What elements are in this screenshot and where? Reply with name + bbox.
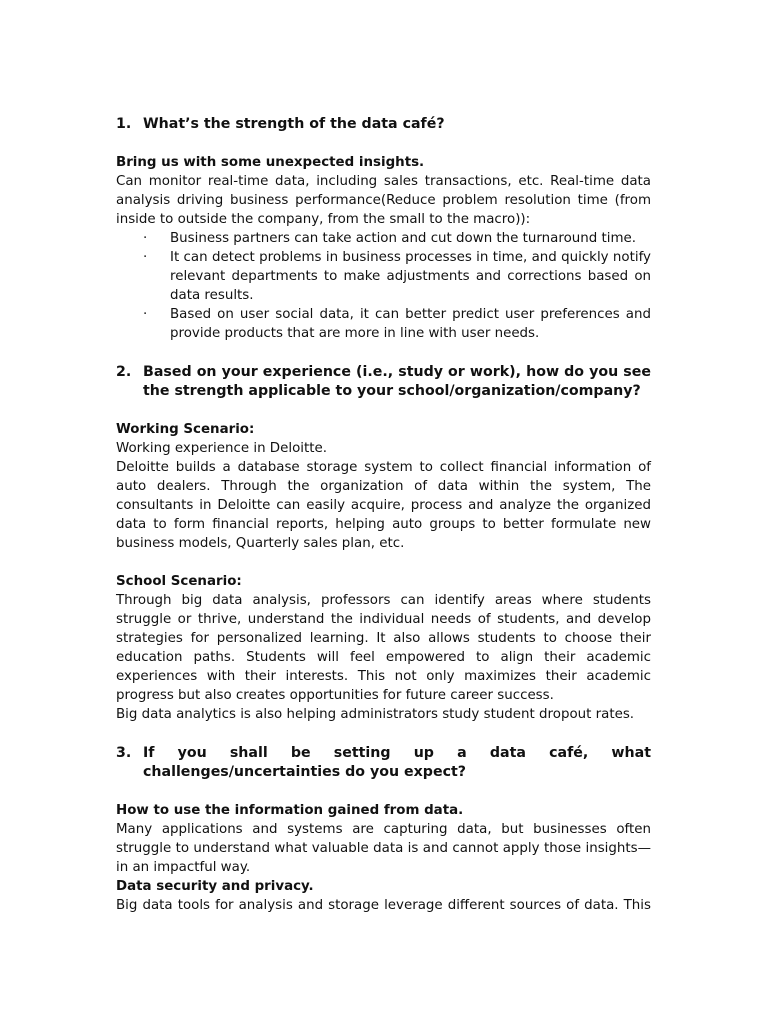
question-3-title-line2: challenges/uncertainties do you expect? <box>143 764 466 780</box>
list-item <box>116 305 651 343</box>
school-scenario-heading: School Scenario: <box>116 574 242 589</box>
school-scenario-body: Through big data analysis, professors can identify areas where students struggle or thrive, understand the individual needs of students, and develop strategies for personalized learning. It also allows students to choose their education paths. Students will feel empowered to align their academic experiences with their interests. This not only maximizes their academic progress but also creates opportunities for future career success. <box>116 593 651 703</box>
list-item <box>116 229 651 248</box>
question-2 <box>116 363 651 401</box>
bullet-icon: · <box>143 307 148 322</box>
q3-heading-1: How to use the information gained from data. <box>116 803 464 818</box>
question-2-title: Based on your experience (i.e., study or work), how do you see the strength applicable to your school/organization/company? <box>143 364 651 399</box>
school-scenario-extra: Big data analytics is also helping administrators study student dropout rates. <box>116 707 635 722</box>
question-1-title: What’s the strength of the data café? <box>143 116 445 132</box>
working-scenario-line: Working experience in Deloitte. <box>116 441 327 456</box>
working-scenario-body: Deloitte builds a database storage system to collect financial information of auto dealers. Through the organization of data within the system, The consultants in Deloitte can easily acquire, process and analyze the organized data to form financial reports, helping auto groups to better formulate new business models, Quarterly sales plan, etc. <box>116 460 651 551</box>
list-item <box>116 248 651 305</box>
document-content <box>116 115 651 915</box>
working-scenario-heading: Working Scenario: <box>116 422 255 437</box>
bullet-icon: · <box>143 250 148 265</box>
question-3 <box>116 744 651 782</box>
q1-bullet-list <box>116 229 651 343</box>
question-3-title-line1: If you shall be setting up a data café, what <box>143 745 651 761</box>
q1-intro: Can monitor real-time data, including sales transactions, etc. Real-time data analysis driving business performance(Reduce problem resolution time (from inside to outside the company, from the small to the macro)): <box>116 174 651 227</box>
bullet-text: It can detect problems in business processes in time, and quickly notify relevant departments to make adjustments and corrections based on data results. <box>170 250 651 303</box>
question-3-title <box>143 744 651 782</box>
question-1 <box>116 115 651 134</box>
q3-body-2: Big data tools for analysis and storage leverage different sources of data. This <box>116 898 651 913</box>
question-2-number: 2. <box>116 364 132 380</box>
q1-heading: Bring us with some unexpected insights. <box>116 155 425 170</box>
bullet-text: Business partners can take action and cut down the turnaround time. <box>170 231 637 246</box>
bullet-text: Based on user social data, it can better predict user preferences and provide products that are more in line with user needs. <box>170 307 651 341</box>
question-1-number: 1. <box>116 116 132 132</box>
q3-heading-2: Data security and privacy. <box>116 879 314 894</box>
bullet-icon: · <box>143 231 148 246</box>
q3-body-1: Many applications and systems are capturing data, but businesses often struggle to understand what valuable data is and cannot apply those insights—in an impactful way. <box>116 822 651 875</box>
question-3-number: 3. <box>116 745 132 761</box>
